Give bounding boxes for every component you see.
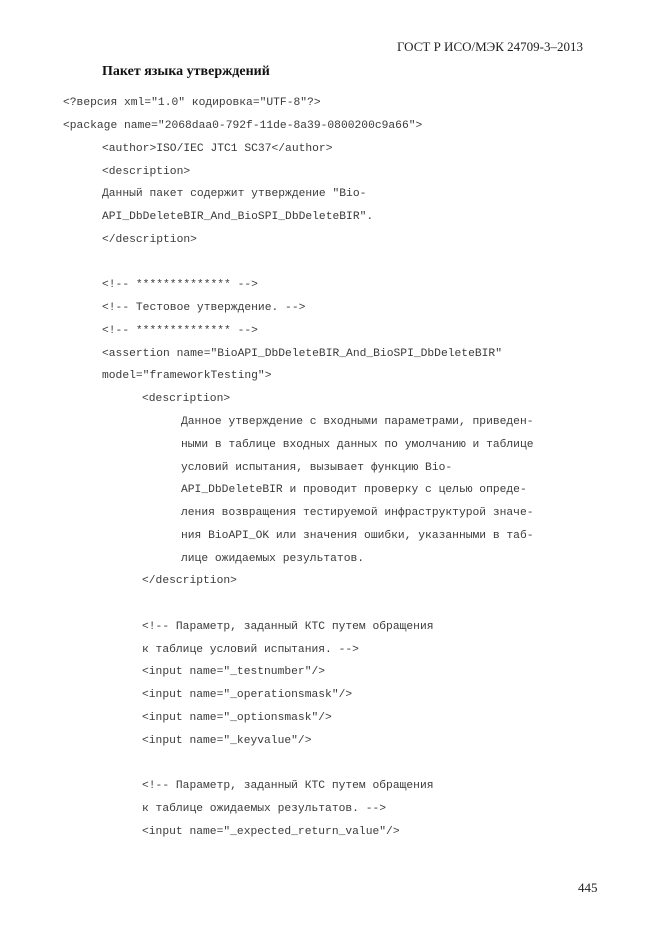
code-line: <!-- Тестовое утверждение. --> (102, 302, 306, 314)
code-line: <package name="2068daa0-792f-11de-8a39-0800200c9a66"> (63, 120, 423, 132)
code-line: ными в таблице входных данных по умолчанию и таблице (181, 439, 534, 451)
code-line: <input name="_keyvalue"/> (142, 735, 312, 747)
code-line: лице ожидаемых результатов. (181, 553, 365, 565)
code-line: <!-- ************** --> (102, 325, 258, 337)
code-line: API_DbDeleteBIR_And_BioSPI_DbDeleteBIR". (102, 211, 374, 223)
code-line: к таблице ожидаемых результатов. --> (142, 803, 387, 815)
code-line: к таблице условий испытания. --> (142, 644, 359, 656)
code-line: <input name="_testnumber"/> (142, 666, 326, 678)
code-line: <description> (142, 393, 231, 405)
code-line: Данное утверждение с входными параметрами, приведен- (181, 416, 534, 428)
code-line: API_DbDeleteBIR и проводит проверку с целью опреде- (181, 484, 527, 496)
code-line: <!-- Параметр, заданный КТС путем обращения (142, 780, 434, 792)
code-line: <author>ISO/IEC JTC1 SC37</author> (102, 143, 333, 155)
code-line: <?версия xml="1.0" кодировка="UTF-8"?> (63, 97, 321, 109)
code-line: <input name="_expected_return_value"/> (142, 826, 400, 838)
code-line: Данный пакет содержит утверждение "Bio- (102, 188, 367, 200)
code-line: <input name="_optionsmask"/> (142, 712, 332, 724)
page-number: 445 (578, 880, 598, 895)
code-line: <input name="_operationsmask"/> (142, 689, 353, 701)
code-line: ления возвращения тестируемой инфраструктурой значе- (181, 507, 534, 519)
code-line: <assertion name="BioAPI_DbDeleteBIR_And_BioSPI_DbDeleteBIR" (102, 348, 502, 360)
code-line: </description> (142, 575, 237, 587)
code-line: условий испытания, вызывает функцию Bio- (181, 462, 453, 474)
code-line: <!-- Параметр, заданный КТС путем обращения (142, 621, 434, 633)
code-line: <!-- ************** --> (102, 279, 258, 291)
code-line: ния BioAPI_OK или значения ошибки, указанными в таб- (181, 530, 534, 542)
section-title: Пакет языка утверждений (102, 64, 270, 79)
document-header-standard: ГОСТ Р ИСО/МЭК 24709-3–2013 (396, 39, 583, 54)
code-line: model="frameworkTesting"> (102, 370, 272, 382)
code-line: </description> (102, 234, 197, 246)
code-line: <description> (102, 166, 191, 178)
